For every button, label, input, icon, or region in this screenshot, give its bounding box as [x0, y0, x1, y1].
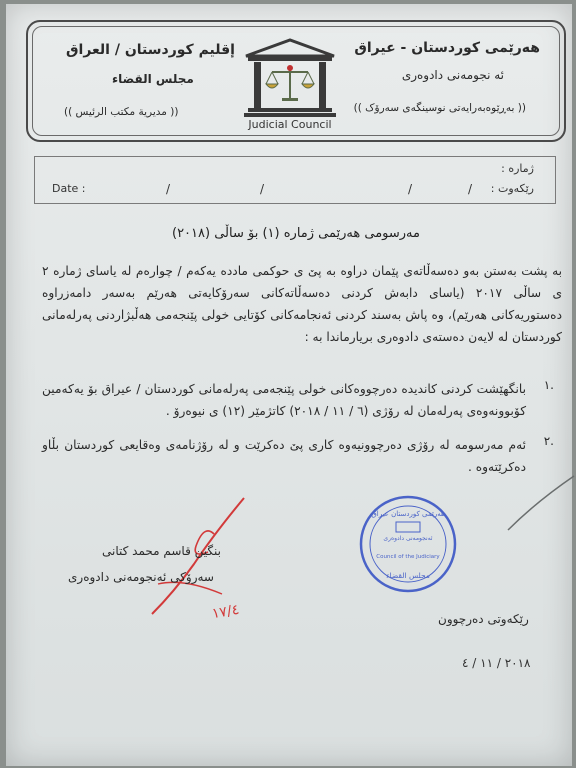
intro-paragraph: بە پشت بەستن بەو دەسەڵاتەی پێمان دراوە بە پێ ی حوکمی ماددە یەکەم / چوارەم لە یاسای ژمارە ٢ ی ساڵی ٢٠١٧ (یاسای دابەش کردنی دەسەڵاتەکانی سەرۆکایەتی هەرێم بەسەر دامەزراوە دەستوریەکانی هەرێم)، وە پاش بەسند کردنی ئەنجامەکانی کۆتایی خولی پێنجەمی هەڵبژاردنی پەرلەمانی کوردستان لە لایەن دەستەی دادوەری بریارماندا بە :: [42, 264, 562, 344]
handwritten-date: ١٧/٤: [210, 601, 241, 623]
document-page: [6, 4, 572, 766]
item-number: ١.: [543, 378, 554, 392]
signatory-name: بنگین قاسم محمد کتانی: [102, 544, 221, 558]
court-building-logo: [238, 38, 342, 120]
date-slash: /: [468, 182, 473, 196]
number-label: ژمارە :: [501, 162, 534, 175]
header-arabic-title: إقليم كوردستان / العراق: [66, 42, 235, 58]
decree-title: مەرسومی هەرێمی ژمارە (١) بۆ ساڵی (٢٠١٨): [172, 226, 420, 241]
header-kurdish-title: هەرێمی کوردستان - عیراق: [354, 40, 540, 56]
date-label-kurdish: رێکەوت :: [490, 182, 534, 195]
date-label-english: Date :: [52, 182, 86, 195]
svg-text:ئەنجومەنی دادوەری: ئەنجومەنی دادوەری: [383, 535, 433, 542]
header-arabic-office: (( مديرية مكتب الرئيس )): [64, 106, 179, 118]
item-text: بانگهێشت کردنی کاندیدە دەرچووەکانی خولی پێنجەمی پەرلەمانی کوردستان / عیراق بۆ یەکەمین کۆبوونەوەی پەرلەمان لە رۆژی (٦ / ١١ / ٢٠١٨) کاتژمێر (١٢) ی نیوەرۆ .: [42, 382, 526, 418]
item-number: ٢.: [543, 434, 554, 448]
issue-date-label: رێکەوتی دەرچوون: [438, 612, 529, 626]
date-slash: /: [166, 182, 171, 196]
official-stamp: [358, 494, 458, 594]
number-date-box: [34, 156, 556, 204]
header-kurdish-council: ئە نجومەنی دادوەری: [401, 68, 504, 82]
item-text: ئەم مەرسومە لە رۆژی دەرچوونیەوە کاری پێ دەکرێت و لە رۆژنامەی وەقایعی کوردستان بڵاو دەکرێتەوە .: [42, 438, 526, 474]
header-kurdish-office: (( بەڕێوەبەرایەتی نوسینگەی سەرۆک )): [353, 102, 526, 114]
svg-text:Council of the Judiciary: Council of the Judiciary: [376, 554, 440, 560]
paper-crease-mark: [506, 472, 576, 532]
date-slash: /: [260, 182, 265, 196]
issue-date: ٢٠١٨ / ١١ / ٤: [462, 656, 531, 670]
logo-caption: Judicial Council: [248, 118, 332, 131]
date-slash: /: [408, 182, 413, 196]
signatory-role: سەرۆکی ئەنجومەنی دادوەری: [68, 570, 214, 584]
svg-text:هەرێمی کوردستان عیراق: هەرێمی کوردستان عیراق: [371, 510, 445, 518]
svg-text:مجلس القضاء: مجلس القضاء: [386, 571, 430, 580]
header-arabic-council: مجلس القضاء: [112, 72, 194, 86]
